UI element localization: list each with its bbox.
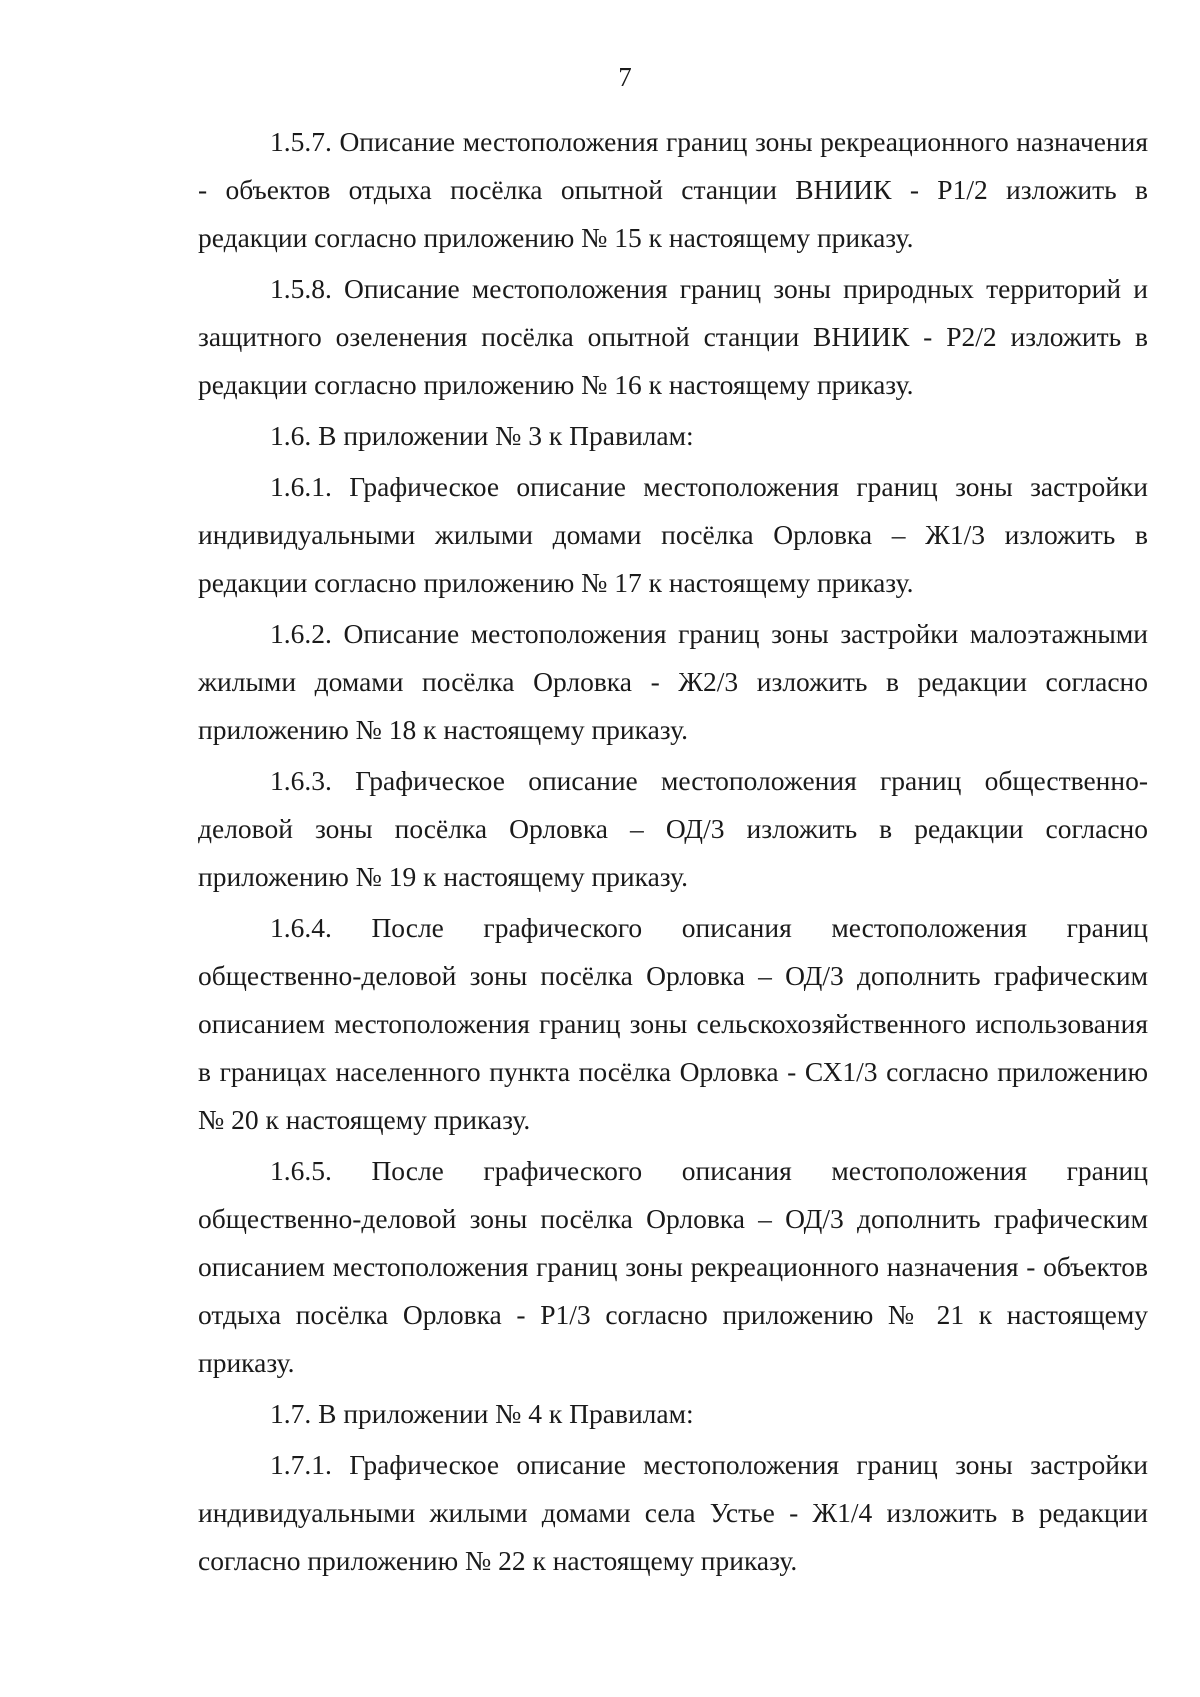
paragraph-1-7: 1.7. В приложении № 4 к Правилам:: [270, 1398, 694, 1429]
paragraph-1-6-2: 1.6.2. Описание местоположения границ зоны застройки малоэтажными жилыми домами посёлка Орловка - Ж2/3 изложить в редакции согласно приложению № 18 к настоящему приказу.: [198, 618, 1148, 745]
paragraph-1-7-1: 1.7.1. Графическое описание местоположения границ зоны застройки индивидуальными жилыми домами села Устье - Ж1/4 изложить в редакции согласно приложению № 22 к настоящему приказу.: [198, 1449, 1148, 1576]
paragraph-1-6-1: 1.6.1. Графическое описание местоположения границ зоны застройки индивидуальными жилыми домами посёлка Орловка – Ж1/3 изложить в редакции согласно приложению № 17 к настоящему приказу.: [198, 471, 1148, 598]
paragraph-1-6-4: 1.6.4. После графического описания местоположения границ общественно-деловой зоны посёлка Орловка – ОД/3 дополнить графическим описанием местоположения границ зоны сельскохозяйственного использования в границах населенного пункта посёлка Орловка - СХ1/3 согласно приложению № 20 к настоящему приказу.: [198, 912, 1148, 1135]
paragraph-1-6-5: 1.6.5. После графического описания местоположения границ общественно-деловой зоны посёлка Орловка – ОД/3 дополнить графическим описанием местоположения границ зоны рекреационного назначения - объектов отдыха посёлка Орловка - Р1/3 согласно приложению № 21 к настоящему приказу.: [198, 1155, 1148, 1378]
paragraph-1-5-8: 1.5.8. Описание местоположения границ зоны природных территорий и защитного озеленения посёлка опытной станции ВНИИК - Р2/2 изложить в редакции согласно приложению № 16 к настоящему приказу.: [198, 273, 1148, 400]
document-body: [198, 118, 1148, 1588]
page-number: 7: [618, 62, 632, 92]
paragraph-1-6-3: 1.6.3. Графическое описание местоположения границ общественно-деловой зоны посёлка Орловка – ОД/3 изложить в редакции согласно приложению № 19 к настоящему приказу.: [198, 765, 1148, 892]
paragraph-1-5-7: 1.5.7. Описание местоположения границ зоны рекреационного назначения - объектов отдыха посёлка опытной станции ВНИИК - Р1/2 изложить в редакции согласно приложению № 15 к настоящему приказу.: [198, 126, 1148, 253]
paragraph-1-6: 1.6. В приложении № 3 к Правилам:: [270, 420, 694, 451]
